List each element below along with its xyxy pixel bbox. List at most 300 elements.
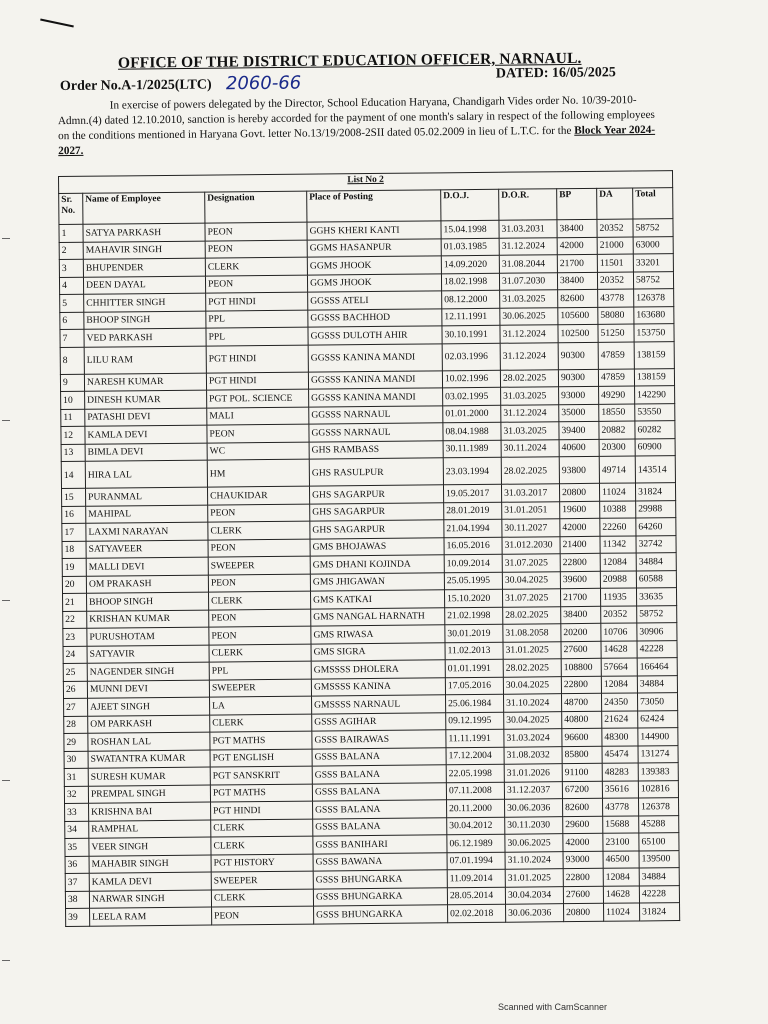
- cell-designation: PEON: [209, 626, 311, 644]
- col-designation: Designation: [205, 191, 307, 223]
- cell-designation: SWEEPER: [208, 556, 310, 574]
- cell-da: 20352: [597, 271, 633, 289]
- cell-total: 60588: [636, 570, 676, 588]
- cell-bp: 91100: [562, 763, 602, 781]
- margin-mark: [2, 960, 10, 961]
- cell-name: NARWAR SINGH: [89, 890, 211, 909]
- cell-designation: PGT HINDI: [206, 292, 308, 310]
- cell-dor: 30.06.2025: [505, 834, 563, 852]
- cell-place: GSSS AGIHAR: [312, 712, 446, 731]
- cell-designation: PEON: [212, 906, 314, 924]
- cell-total: 30906: [637, 623, 677, 641]
- cell-doj: 18.02.1998: [441, 273, 499, 291]
- cell-dor: 31.07.2025: [502, 589, 560, 607]
- cell-dor: 30.06.2036: [505, 799, 563, 817]
- cell-name: OM PARKASH: [88, 715, 210, 734]
- cell-name: HIRA LAL: [85, 460, 207, 488]
- cell-designation: PEON: [205, 222, 307, 240]
- cell-da: 43778: [602, 798, 638, 816]
- cell-total: 73050: [637, 693, 677, 711]
- cell-bp: 39400: [559, 421, 599, 439]
- cell-total: 33201: [633, 254, 673, 272]
- cell-total: 144900: [638, 728, 678, 746]
- cell-sr-no: 6: [60, 312, 84, 330]
- cell-total: 31824: [635, 483, 675, 501]
- cell-da: 15688: [603, 815, 639, 833]
- cell-name: SATYAVEER: [86, 540, 208, 559]
- cell-doj: 09.12.1995: [446, 712, 504, 730]
- cell-total: 126378: [638, 798, 678, 816]
- cell-total: 58752: [633, 219, 673, 237]
- cell-da: 43778: [598, 289, 634, 307]
- cell-place: GGMS HASANPUR: [307, 238, 441, 257]
- cell-doj: 01.03.1985: [441, 238, 499, 256]
- cell-dor: 31.12.2024: [500, 342, 558, 370]
- scanner-watermark: Scanned with CamScanner: [498, 1002, 608, 1012]
- cell-total: 139383: [638, 763, 678, 781]
- cell-name: VEER SINGH: [89, 837, 211, 856]
- cell-designation: PGT HINDI: [211, 801, 313, 819]
- cell-sr-no: 14: [61, 461, 85, 488]
- cell-name: SWATANTRA KUMAR: [88, 750, 210, 769]
- cell-bp: 93800: [559, 456, 599, 483]
- cell-designation: PGT MATHS: [210, 731, 312, 749]
- cell-designation: PGT SANSKRIT: [210, 766, 312, 784]
- cell-designation: CLERK: [210, 714, 312, 732]
- cell-doj: 28.01.2019: [444, 502, 502, 520]
- cell-sr-no: 5: [60, 294, 84, 312]
- cell-designation: CLERK: [209, 644, 311, 662]
- cell-total: 58752: [633, 271, 673, 289]
- cell-total: 138159: [634, 341, 674, 368]
- cell-dor: 31.03.2031: [499, 220, 557, 238]
- cell-doj: 30.10.1991: [442, 325, 500, 343]
- employee-rows: [59, 219, 680, 926]
- cell-bp: 90300: [558, 369, 598, 387]
- cell-doj: 22.05.1998: [446, 764, 504, 782]
- cell-name: LAXMI NARAYAN: [86, 522, 208, 541]
- cell-total: 65100: [639, 833, 679, 851]
- cell-name: BIMLA DEVI: [85, 443, 207, 462]
- cell-name: MAHIPAL: [86, 505, 208, 524]
- cell-total: 153750: [634, 324, 674, 342]
- cell-designation: PEON: [208, 574, 310, 592]
- cell-sr-no: 11: [61, 409, 85, 427]
- cell-doj: 11.09.2014: [447, 869, 505, 887]
- cell-sr-no: 3: [59, 259, 83, 277]
- cell-dor: 31.01.2025: [503, 641, 561, 659]
- cell-designation: PGT ENGLISH: [210, 749, 312, 767]
- cell-doj: 19.05.2017: [443, 484, 501, 502]
- cell-sr-no: 24: [63, 646, 87, 664]
- cell-bp: 96600: [562, 728, 602, 746]
- cell-designation: CLERK: [211, 889, 313, 907]
- cell-sr-no: 8: [60, 347, 84, 374]
- cell-doj: 30.04.2012: [447, 817, 505, 835]
- cell-total: 139500: [639, 850, 679, 868]
- cell-bp: 85800: [562, 746, 602, 764]
- cell-dor: 31.01.2051: [502, 501, 560, 519]
- cell-bp: 108800: [561, 658, 601, 676]
- block-year: Block Year 2024-2027.: [58, 123, 656, 158]
- margin-mark: [2, 420, 10, 421]
- cell-doj: 01.01.1991: [445, 659, 503, 677]
- cell-total: 166464: [637, 658, 677, 676]
- cell-place: GMS SIGRA: [311, 642, 445, 661]
- cell-sr-no: 31: [64, 768, 88, 786]
- cell-name: LEELA RAM: [90, 907, 212, 926]
- cell-total: 29988: [636, 500, 676, 518]
- cell-name: NARESH KUMAR: [84, 373, 206, 392]
- cell-dor: 31.12.2024: [499, 237, 557, 255]
- cell-designation: CLERK: [208, 521, 310, 539]
- cell-doj: 10.02.1996: [442, 370, 500, 388]
- cell-bp: 20200: [561, 623, 601, 641]
- cell-name: PURUSHOTAM: [87, 627, 209, 646]
- cell-designation: HM: [207, 459, 309, 487]
- cell-sr-no: 23: [63, 628, 87, 646]
- cell-name: SATYA PARKASH: [83, 223, 205, 242]
- cell-place: GHS RASULPUR: [309, 458, 443, 486]
- cell-designation: SWEEPER: [211, 871, 313, 889]
- cell-da: 12084: [603, 868, 639, 886]
- cell-bp: 21700: [560, 588, 600, 606]
- cell-da: 11024: [599, 483, 635, 501]
- cell-doj: 15.04.1998: [441, 220, 499, 238]
- cell-da: 51250: [598, 324, 634, 342]
- cell-total: 53550: [635, 403, 675, 421]
- cell-place: GSSS BALANA: [312, 747, 446, 766]
- sanction-text: In exercise of powers delegated by the Director, School Education Haryana, Chandigarh Vides order No. 10/39-2010-Admn.(4) dated 12.10.2010, sanction is hereby accorded for the payment of one month's salary in respect of the following employees on the conditions mentioned in Haryana Govt. letter No.13/19/2008-2SII dated 05.02.2009 in lieu of L.T.C. for the: [57, 94, 655, 143]
- cell-bp: 20800: [564, 903, 604, 921]
- cell-name: MAHAVIR SINGH: [83, 241, 205, 260]
- col-da: DA: [597, 188, 633, 219]
- cell-designation: LA: [210, 696, 312, 714]
- cell-total: 138159: [634, 368, 674, 386]
- cell-place: GSSS BAWANA: [313, 852, 447, 871]
- cell-sr-no: 26: [63, 681, 87, 699]
- cell-designation: PEON: [205, 275, 307, 293]
- cell-da: 48300: [602, 728, 638, 746]
- cell-da: 11024: [604, 903, 640, 921]
- cell-designation: PGT POL. SCIENCE: [207, 389, 309, 407]
- cell-sr-no: 33: [65, 803, 89, 821]
- cell-da: 47859: [598, 341, 634, 368]
- cell-name: AJEET SINGH: [88, 697, 210, 716]
- cell-name: KAMLA DEVI: [85, 425, 207, 444]
- cell-sr-no: 30: [64, 751, 88, 769]
- cell-total: 60900: [635, 438, 675, 456]
- cell-bp: 48700: [561, 693, 601, 711]
- cell-sr-no: 9: [60, 374, 84, 392]
- cell-place: GGSSS BACHHOD: [308, 308, 442, 327]
- cell-sr-no: 34: [65, 821, 89, 839]
- cell-dor: 30.04.2025: [504, 711, 562, 729]
- cell-place: GSSS BALANA: [312, 782, 446, 801]
- cell-total: 126378: [634, 289, 674, 307]
- cell-bp: 40600: [559, 439, 599, 457]
- cell-sr-no: 27: [64, 698, 88, 716]
- cell-doj: 02.02.2018: [448, 904, 506, 922]
- cell-place: GSSS BAIRAWAS: [312, 730, 446, 749]
- cell-da: 45474: [602, 745, 638, 763]
- order-number: Order No.A-1/2025(LTC): [59, 77, 212, 95]
- cell-designation: PPL: [206, 310, 308, 328]
- col-doj: D.O.J.: [441, 189, 499, 221]
- cell-place: GMS DHANI KOJINDA: [310, 555, 444, 574]
- col-bp: BP: [557, 188, 597, 219]
- cell-dor: 31.08.2044: [499, 255, 557, 273]
- col-sr-no: Sr. No.: [59, 193, 83, 224]
- cell-place: GSSS BHUNGARKA: [313, 887, 447, 906]
- cell-sr-no: 16: [62, 506, 86, 524]
- cell-total: 143514: [635, 456, 675, 483]
- cell-da: 48283: [602, 763, 638, 781]
- cell-total: 34884: [636, 553, 676, 571]
- cell-dor: 28.02.2025: [501, 457, 559, 485]
- cell-bp: 19600: [560, 501, 600, 519]
- cell-da: 35616: [602, 780, 638, 798]
- cell-dor: 30.04.2025: [503, 676, 561, 694]
- margin-mark: [2, 600, 10, 601]
- cell-doj: 30.01.2019: [445, 624, 503, 642]
- cell-designation: CHAUKIDAR: [207, 486, 309, 504]
- cell-dor: 31.08.2058: [503, 624, 561, 642]
- cell-bp: 82600: [558, 289, 598, 307]
- cell-da: 20882: [599, 421, 635, 439]
- cell-sr-no: 20: [62, 576, 86, 594]
- cell-sr-no: 4: [59, 277, 83, 295]
- cell-bp: 21700: [557, 254, 597, 272]
- cell-dor: 30.11.2027: [502, 519, 560, 537]
- cell-sr-no: 36: [65, 856, 89, 874]
- cell-sr-no: 29: [64, 733, 88, 751]
- cell-da: 24350: [601, 693, 637, 711]
- cell-designation: CLERK: [211, 836, 313, 854]
- office-title: OFFICE OF THE DISTRICT EDUCATION OFFICER, NARNAUL.: [117, 49, 582, 72]
- cell-name: KRISHNA BAI: [89, 802, 211, 821]
- cell-designation: PEON: [205, 240, 307, 258]
- cell-da: 12084: [600, 553, 636, 571]
- cell-place: GSSS BANIHARI: [313, 835, 447, 854]
- pen-stroke-mark: [40, 18, 74, 27]
- cell-doj: 21.04.1994: [444, 519, 502, 537]
- order-date: DATED: 16/05/2025: [495, 65, 616, 82]
- cell-total: 34884: [637, 675, 677, 693]
- cell-place: GSSS BALANA: [313, 800, 447, 819]
- cell-doj: 28.05.2014: [447, 887, 505, 905]
- col-name: Name of Employee: [83, 192, 205, 224]
- cell-designation: CLERK: [209, 591, 311, 609]
- cell-doj: 30.11.1989: [443, 440, 501, 458]
- cell-place: GSSS BALANA: [313, 817, 447, 836]
- cell-doj: 03.02.1995: [443, 387, 501, 405]
- cell-sr-no: 2: [59, 242, 83, 260]
- cell-total: 58752: [637, 605, 677, 623]
- cell-total: 42228: [639, 885, 679, 903]
- cell-designation: PGT HINDI: [206, 345, 308, 373]
- cell-doj: 20.11.2000: [447, 799, 505, 817]
- cell-place: GGSSS DULOTH AHIR: [308, 326, 442, 345]
- col-total: Total: [633, 188, 673, 219]
- cell-da: 20352: [597, 219, 633, 237]
- cell-dor: 28.02.2025: [503, 659, 561, 677]
- handwritten-dispatch-number: 2060-66: [225, 72, 302, 95]
- cell-bp: 90300: [558, 342, 598, 369]
- cell-name: NAGENDER SINGH: [87, 662, 209, 681]
- cell-dor: 31.03.2025: [501, 422, 559, 440]
- cell-da: 20352: [601, 605, 637, 623]
- cell-doj: 16.05.2016: [444, 537, 502, 555]
- cell-place: GMSSSS DHOLERA: [311, 660, 445, 679]
- cell-place: GHS SAGARPUR: [310, 520, 444, 539]
- cell-dor: 30.04.2025: [502, 571, 560, 589]
- cell-dor: 31.10.2024: [503, 694, 561, 712]
- cell-da: 58080: [598, 306, 634, 324]
- cell-doj: 06.12.1989: [447, 834, 505, 852]
- cell-da: 12084: [601, 675, 637, 693]
- cell-dor: 31.03.2017: [501, 484, 559, 502]
- cell-bp: 105600: [558, 307, 598, 325]
- cell-total: 60282: [635, 421, 675, 439]
- list-title: List No 2: [59, 171, 673, 194]
- cell-place: GMS BHOJAWAS: [310, 537, 444, 556]
- cell-name: OM PRAKASH: [86, 575, 208, 594]
- cell-bp: 35000: [559, 404, 599, 422]
- employee-table: [58, 170, 680, 926]
- cell-designation: PPL: [206, 327, 308, 345]
- cell-place: GMS NANGAL HARNATH: [311, 607, 445, 626]
- cell-da: 22260: [600, 518, 636, 536]
- cell-bp: 42000: [563, 833, 603, 851]
- cell-da: 11501: [597, 254, 633, 272]
- cell-dor: 31.08.2032: [504, 746, 562, 764]
- cell-place: GMS RIWASA: [311, 625, 445, 644]
- cell-sr-no: 18: [62, 541, 86, 559]
- cell-da: 49714: [599, 456, 635, 483]
- margin-mark: [2, 238, 10, 239]
- cell-place: GGSSS KANINA MANDI: [309, 388, 443, 407]
- cell-total: 42228: [637, 640, 677, 658]
- cell-place: GHS SAGARPUR: [309, 485, 443, 504]
- cell-designation: SWEEPER: [209, 679, 311, 697]
- cell-doj: 01.01.2000: [443, 405, 501, 423]
- cell-da: 11935: [600, 588, 636, 606]
- cell-da: 21624: [602, 710, 638, 728]
- cell-dor: 31.012.2030: [502, 536, 560, 554]
- cell-place: GGHS KHERI KANTI: [307, 221, 441, 240]
- cell-bp: 29600: [563, 816, 603, 834]
- cell-dor: 31.01.2026: [504, 764, 562, 782]
- cell-dor: 31.12.2037: [504, 781, 562, 799]
- cell-bp: 27600: [563, 886, 603, 904]
- cell-designation: WC: [207, 442, 309, 460]
- cell-bp: 39600: [560, 571, 600, 589]
- cell-name: PATASHI DEVI: [85, 408, 207, 427]
- cell-bp: 93000: [559, 386, 599, 404]
- cell-doj: 11.11.1991: [446, 729, 504, 747]
- cell-sr-no: 17: [62, 523, 86, 541]
- cell-place: GMS JHIGAWAN: [310, 572, 444, 591]
- cell-total: 142290: [635, 386, 675, 404]
- cell-bp: 40800: [562, 711, 602, 729]
- cell-total: 34884: [639, 868, 679, 886]
- cell-dor: 28.02.2025: [503, 606, 561, 624]
- margin-mark: [2, 780, 10, 781]
- cell-designation: PEON: [208, 504, 310, 522]
- cell-sr-no: 38: [65, 891, 89, 909]
- cell-dor: 31.03.2024: [504, 729, 562, 747]
- cell-designation: PGT HISTORY: [211, 854, 313, 872]
- cell-sr-no: 35: [65, 838, 89, 856]
- cell-bp: 38400: [557, 272, 597, 290]
- cell-place: GHS RAMBASS: [309, 440, 443, 459]
- cell-dor: 30.04.2034: [505, 886, 563, 904]
- cell-designation: MALI: [207, 407, 309, 425]
- cell-doj: 21.02.1998: [445, 607, 503, 625]
- cell-sr-no: 28: [64, 716, 88, 734]
- cell-doj: 02.03.1996: [442, 343, 500, 371]
- cell-name: MUNNI DEVI: [87, 680, 209, 699]
- cell-doj: 25.06.1984: [445, 694, 503, 712]
- cell-place: GSSS BALANA: [312, 765, 446, 784]
- cell-name: PURANMAL: [85, 487, 207, 506]
- cell-doj: 15.10.2020: [444, 589, 502, 607]
- cell-da: 10388: [600, 500, 636, 518]
- cell-dor: 30.11.2024: [501, 439, 559, 457]
- cell-dor: 31.07.2025: [502, 554, 560, 572]
- cell-name: DINESH KUMAR: [85, 390, 207, 409]
- cell-sr-no: 12: [61, 426, 85, 444]
- cell-name: SATYAVIR: [87, 645, 209, 664]
- cell-dor: 30.06.2036: [506, 904, 564, 922]
- cell-da: 47859: [598, 368, 634, 386]
- cell-da: 57664: [601, 658, 637, 676]
- cell-sr-no: 37: [65, 873, 89, 891]
- cell-name: LILU RAM: [84, 346, 206, 374]
- cell-bp: 22800: [560, 553, 600, 571]
- cell-name: RAMPHAL: [89, 820, 211, 839]
- cell-designation: PPL: [209, 661, 311, 679]
- cell-bp: 20800: [559, 483, 599, 501]
- cell-bp: 82600: [563, 798, 603, 816]
- cell-bp: 42000: [560, 518, 600, 536]
- cell-dor: 31.10.2024: [505, 851, 563, 869]
- cell-doj: 14.09.2020: [441, 255, 499, 273]
- cell-da: 11342: [600, 535, 636, 553]
- cell-name: DEEN DAYAL: [83, 276, 205, 295]
- cell-name: CHHITTER SINGH: [84, 293, 206, 312]
- cell-name: PREMPAL SINGH: [88, 785, 210, 804]
- cell-doj: 23.03.1994: [443, 457, 501, 485]
- cell-da: 21000: [597, 236, 633, 254]
- cell-dor: 31.12.2024: [500, 325, 558, 343]
- cell-name: KAMLA DEVI: [89, 872, 211, 891]
- cell-doj: 07.11.2008: [446, 782, 504, 800]
- cell-doj: 11.02.2013: [445, 642, 503, 660]
- cell-da: 14628: [603, 885, 639, 903]
- cell-bp: 42000: [557, 237, 597, 255]
- cell-sr-no: 7: [60, 329, 84, 347]
- cell-total: 131274: [638, 745, 678, 763]
- cell-sr-no: 39: [66, 908, 90, 926]
- cell-da: 18550: [599, 403, 635, 421]
- cell-place: GGSSS NARNAUL: [309, 423, 443, 442]
- cell-bp: 38400: [557, 219, 597, 237]
- cell-dor: 31.12.2024: [501, 404, 559, 422]
- cell-designation: PEON: [207, 424, 309, 442]
- cell-designation: CLERK: [211, 819, 313, 837]
